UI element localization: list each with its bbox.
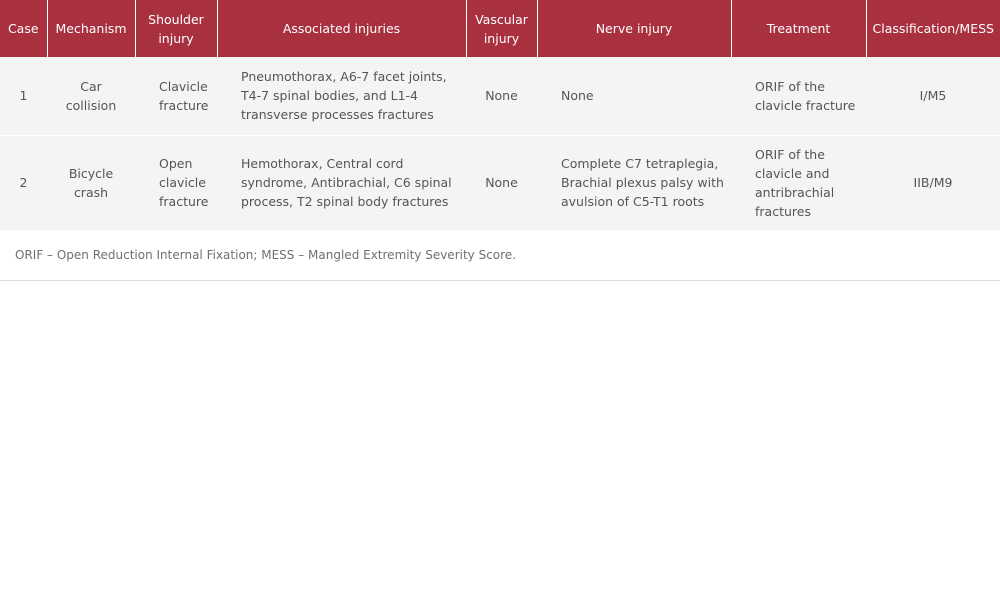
cell-case: 2 [0, 135, 47, 230]
case-table-container [0, 0, 1000, 281]
cell-shoulder-injury: Clavicle fracture [135, 57, 217, 135]
cell-case: 1 [0, 57, 47, 135]
header-associated-injuries: Associated injuries [217, 0, 466, 57]
header-classification-mess: Classification/MESS [866, 0, 1000, 57]
cell-nerve-injury: None [537, 57, 731, 135]
cell-treatment: ORIF of the clavicle fracture [731, 57, 866, 135]
cell-treatment: ORIF of the clavicle and antribrachial fractures [731, 135, 866, 230]
cell-associated-injuries: Hemothorax, Central cord syndrome, Antibrachial, C6 spinal process, T2 spinal body fractures [217, 135, 466, 230]
table-footnote: ORIF – Open Reduction Internal Fixation; MESS – Mangled Extremity Severity Score. [0, 230, 1000, 281]
header-row [0, 0, 1000, 57]
table-body [0, 57, 1000, 230]
cell-shoulder-injury: Open clavicle fracture [135, 135, 217, 230]
cell-associated-injuries: Pneumothorax, A6-7 facet joints, T4-7 spinal bodies, and L1-4 transverse processes fractures [217, 57, 466, 135]
case-table [0, 0, 1000, 230]
cell-vascular-injury: None [466, 57, 537, 135]
header-vascular-injury: Vascular injury [466, 0, 537, 57]
cell-mechanism: Car collision [47, 57, 135, 135]
cell-vascular-injury: None [466, 135, 537, 230]
cell-nerve-injury: Complete C7 tetraplegia, Brachial plexus palsy with avulsion of C5-T1 roots [537, 135, 731, 230]
header-case: Case [0, 0, 47, 57]
cell-mechanism: Bicycle crash [47, 135, 135, 230]
header-treatment: Treatment [731, 0, 866, 57]
cell-classification-mess: I/M5 [866, 57, 1000, 135]
table-row [0, 57, 1000, 135]
header-nerve-injury: Nerve injury [537, 0, 731, 57]
header-mechanism: Mechanism [47, 0, 135, 57]
header-shoulder-injury: Shoulder injury [135, 0, 217, 57]
table-header [0, 0, 1000, 57]
cell-classification-mess: IIB/M9 [866, 135, 1000, 230]
table-row [0, 135, 1000, 230]
